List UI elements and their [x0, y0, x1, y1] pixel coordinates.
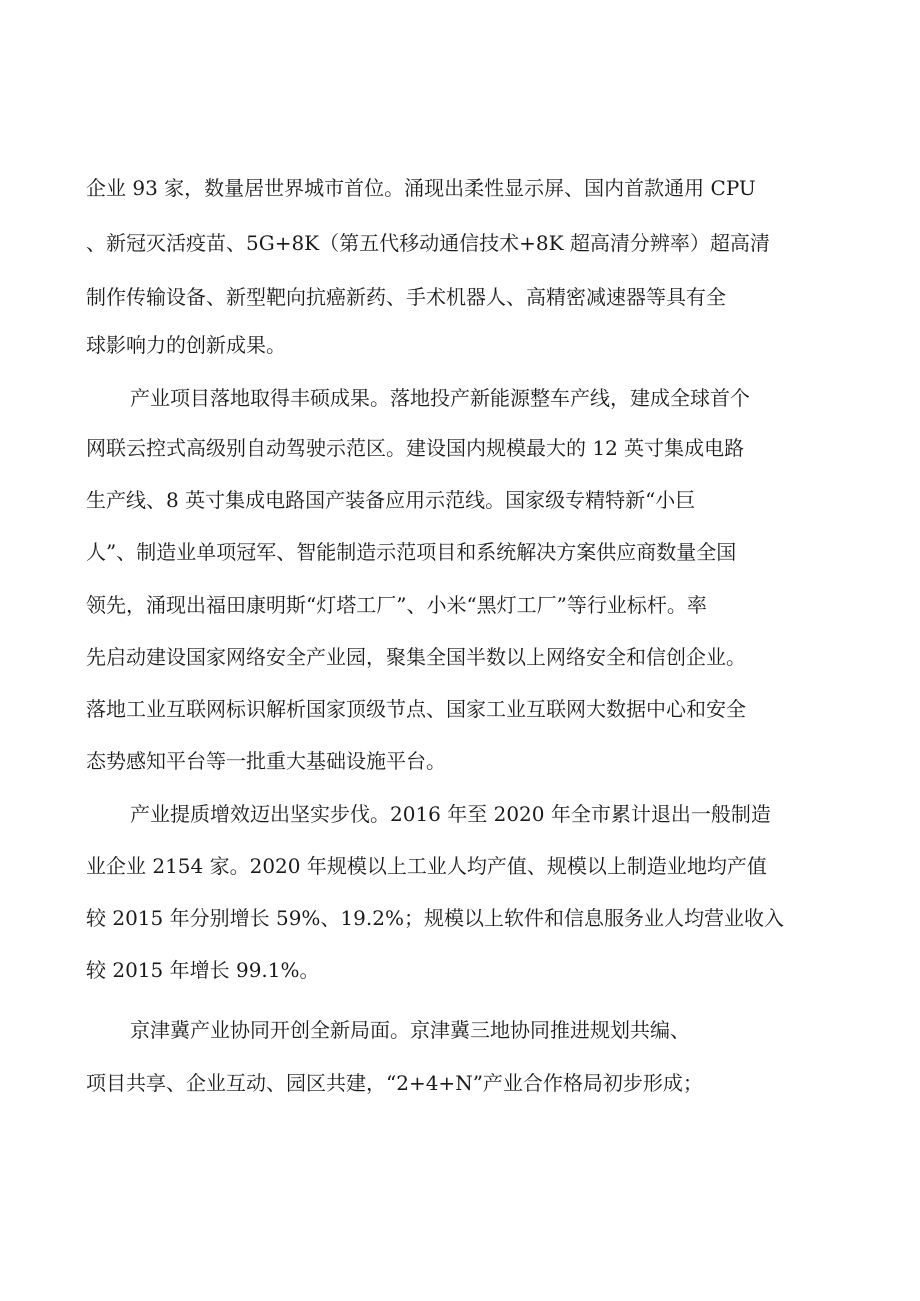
text-line: 落地工业互联网标识解析国家顶级节点、国家工业互联网大数据中心和安全 [86, 697, 746, 721]
text-line: 制作传输设备、新型靶向抗癌新药、手术机器人、高精密减速器等具有全 [86, 285, 726, 309]
text-line: 产业项目落地取得丰硕成果。落地投产新能源整车产线，建成全球首个 [130, 386, 750, 410]
text-line: 态势感知平台等一批重大基础设施平台。 [86, 749, 446, 773]
text-line: 较 2015 年分别增长 59%、19.2%；规模以上软件和信息服务业人均营业收入 [86, 906, 784, 930]
text-line: 企业 93 家，数量居世界城市首位。涌现出柔性显示屏、国内首款通用 CPU [86, 176, 756, 200]
text-line: 球影响力的创新成果。 [86, 333, 286, 357]
text-line: 业企业 2154 家。2020 年规模以上工业人均产值、规模以上制造业地均产值 [86, 854, 767, 878]
text-line: 京津冀产业协同开创全新局面。京津冀三地协同推进规划共编、 [130, 1018, 690, 1042]
text-line: 领先，涌现出福田康明斯“灯塔工厂”、小米“黑灯工厂”等行业标杆。率 [86, 593, 707, 617]
text-line: 、新冠灭活疫苗、5G+8K（第五代移动通信技术+8K 超高清分辨率）超高清 [86, 231, 770, 255]
text-line: 较 2015 年增长 99.1%。 [86, 958, 320, 982]
text-line: 先启动建设国家网络安全产业园，聚集全国半数以上网络安全和信创企业。 [86, 645, 746, 669]
text-line: 网联云控式高级别自动驾驶示范区。建设国内规模最大的 12 英寸集成电路 [86, 436, 745, 460]
text-line: 人”、制造业单项冠军、智能制造示范项目和系统解决方案供应商数量全国 [86, 540, 737, 564]
text-line: 项目共享、企业互动、园区共建，“2+4+N”产业合作格局初步形成； [86, 1071, 703, 1095]
text-line: 产业提质增效迈出坚实步伐。2016 年至 2020 年全市累计退出一般制造 [130, 802, 771, 826]
text-line: 生产线、8 英寸集成电路国产装备应用示范线。国家级专精特新“小巨 [86, 488, 696, 512]
